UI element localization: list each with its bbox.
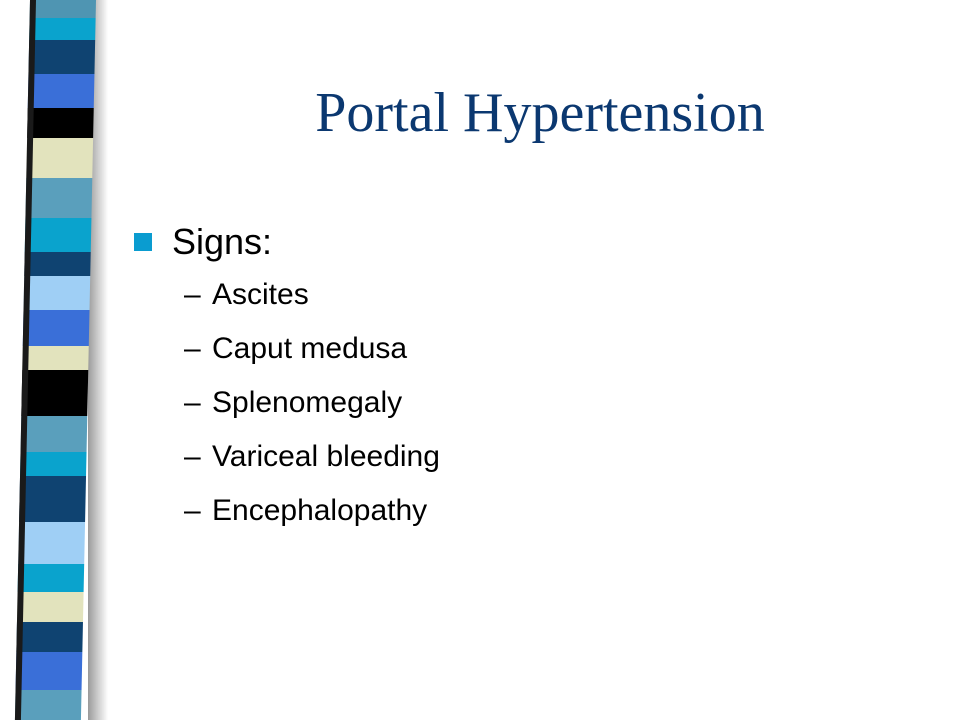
dash-icon: – — [184, 278, 201, 311]
sub-bullet-item — [132, 322, 912, 376]
stripe-segment — [16, 652, 83, 690]
stripe-segment — [22, 346, 89, 370]
stripe-segment — [28, 40, 95, 74]
sub-bullet-text: Splenomegaly — [212, 386, 403, 419]
stripe-segment — [18, 564, 85, 592]
stripe-segment — [30, 0, 96, 18]
stripe-segment — [18, 522, 85, 564]
sub-bullet-item — [132, 268, 912, 322]
dash-icon: – — [184, 386, 201, 419]
slide-title: Portal Hypertension — [315, 82, 765, 144]
stripe-segment — [16, 622, 83, 652]
square-bullet-icon — [134, 233, 152, 251]
stripe-segment — [24, 252, 91, 276]
stripe-segment — [17, 592, 84, 622]
sub-bullet-item — [132, 484, 912, 538]
sub-bullet-item — [132, 376, 912, 430]
sub-bullet-text: Ascites — [212, 278, 309, 311]
stripe-segment — [15, 690, 82, 720]
sub-bullet-text: Caput medusa — [212, 332, 408, 365]
bullet-label: Signs: — [172, 221, 273, 262]
stripe-segment — [25, 178, 92, 218]
slide-content — [132, 216, 912, 538]
bullet-signs — [132, 216, 912, 268]
stripe-segment — [21, 416, 88, 452]
stripe-segment — [21, 370, 88, 416]
dash-icon: – — [184, 494, 201, 527]
stripe-segment — [26, 138, 93, 178]
sub-bullet-text: Encephalopathy — [212, 494, 428, 527]
stripe-segment — [23, 310, 90, 346]
stripe-segment — [27, 108, 94, 138]
sub-bullet-item — [132, 430, 912, 484]
sub-bullet-text: Variceal bleeding — [212, 440, 440, 473]
stripe-segment — [29, 18, 95, 40]
dash-icon: – — [184, 440, 201, 473]
stripe-segment — [28, 74, 95, 108]
stripe-segment — [20, 452, 87, 476]
dash-icon: – — [184, 332, 201, 365]
stripe-segment — [25, 218, 92, 252]
stripe-segment — [24, 276, 91, 310]
decorative-stripe — [15, 0, 96, 720]
stripe-segment — [19, 476, 86, 522]
